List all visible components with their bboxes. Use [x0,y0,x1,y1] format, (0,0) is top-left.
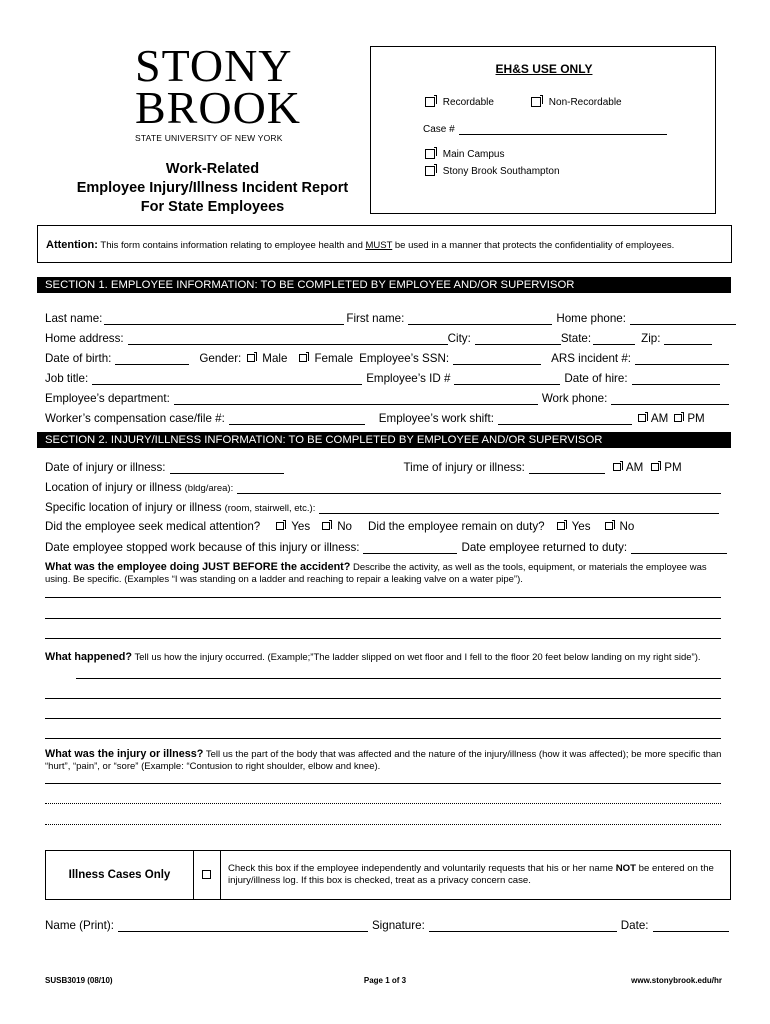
signature-label: Signature: [371,919,425,932]
case-number-row [423,123,667,135]
female-label: Female [314,352,354,365]
city-field[interactable] [475,331,561,345]
attention-label: Attention: [46,239,98,251]
report-title-line-3: For State Employees [140,199,285,215]
answer-line[interactable] [45,698,721,699]
time-injury-label: Time of injury or illness: [403,461,525,474]
question-before-accident-title: What was the employee doing JUST BEFORE the accident? [45,561,351,573]
comp-case-field[interactable] [229,411,365,425]
last-name-label: Last name: [45,312,103,325]
employee-id-field[interactable] [454,371,560,385]
medical-yes-checkbox[interactable] [276,522,284,530]
remain-duty-label: Did the employee remain on duty? [368,520,545,533]
department-field[interactable] [174,391,538,405]
privacy-checkbox[interactable] [202,870,211,879]
work-phone-label: Work phone: [541,392,608,405]
male-label: Male [262,352,288,365]
question-before-accident-text: Describe the activity, as well as the tools, equipment, or materials the employee was using. Be specific. (Examples “I was standing on a ladder and reaching to repair a leaking valve on a water pipe”). [45,562,707,585]
logo-line-2: BROOK [135,82,302,133]
name-row [45,311,736,325]
recordable-checkbox[interactable] [425,97,435,107]
main-campus-checkbox[interactable] [425,149,435,159]
shift-pm-checkbox[interactable] [674,414,682,422]
report-title-line-2: Employee Injury/Illness Incident Report [76,180,349,196]
shift-am-label: AM [650,412,669,425]
answer-line[interactable] [45,618,721,619]
female-checkbox[interactable] [299,354,307,362]
location-field[interactable] [237,480,721,494]
location-label: Location of injury or illness [45,481,182,494]
male-checkbox[interactable] [247,354,255,362]
ssn-label: Employee’s SSN: [359,352,450,365]
zip-label: Zip: [641,332,661,345]
illness-text-after: be entered on the injury/illness log. If this box is checked, treat as a privacy concern case. [228,863,714,886]
website-url[interactable]: www.stonybrook.edu/hr [631,976,722,985]
date-returned-field[interactable] [631,540,727,554]
state-label: State: [560,332,592,345]
recordable-option[interactable] [425,97,494,108]
home-phone-label: Home phone: [556,312,626,325]
question-what-happened [45,647,727,668]
logo-subtitle: STATE UNIVERSITY OF NEW YORK [135,133,283,143]
injury-am-label: AM [625,461,644,474]
question-injury-illness-title: What was the injury or illness? [45,748,204,760]
injury-pm-checkbox[interactable] [651,463,659,471]
home-address-field[interactable] [128,331,448,345]
work-shift-field[interactable] [498,411,632,425]
city-label: City: [447,332,471,345]
remain-no-checkbox[interactable] [605,522,613,530]
question-injury-illness [45,748,727,773]
specific-location-row [45,500,719,514]
answer-line[interactable] [45,718,721,719]
dob-field[interactable] [115,351,189,365]
question-what-happened-title: What happened? [45,651,132,663]
date-stopped-field[interactable] [363,540,457,554]
illness-cases-label: Illness Cases Only [46,851,194,899]
dob-label: Date of birth: [45,352,112,365]
question-what-happened-text: Tell us how the injury occurred. (Example;”The ladder slipped on wet floor and I fell to the floor 20 feet below landing on my right side”). [134,652,701,663]
job-row [45,371,720,385]
illness-cases-box [45,850,731,900]
name-print-field[interactable] [118,918,368,932]
date-label: Date: [620,919,649,932]
specific-location-field[interactable] [319,500,719,514]
last-name-field[interactable] [104,311,344,325]
name-print-label: Name (Print): [45,919,114,932]
location-row [45,480,721,494]
case-number-field[interactable] [459,123,667,135]
department-label: Employee’s department: [45,392,170,405]
work-shift-label: Employee’s work shift: [378,412,494,425]
illness-privacy-text [228,863,726,887]
date-hire-field[interactable] [632,371,720,385]
injury-pm-label: PM [664,461,682,474]
stony-brook-logo [135,40,302,145]
medical-yes-label: Yes [291,520,311,533]
ssn-field[interactable] [453,351,541,365]
gender-label: Gender: [199,352,242,365]
medical-no-checkbox[interactable] [322,522,330,530]
medical-row [45,520,634,533]
dob-row [45,351,729,365]
signature-field[interactable] [429,918,617,932]
employee-id-label: Employee’s ID # [366,372,451,385]
medical-no-label: No [337,520,353,533]
report-title-line-1: Work-Related [165,161,260,177]
case-number-label: Case # [423,124,455,135]
main-campus-option[interactable] [425,149,504,160]
southampton-label: Stony Brook Southampton [442,166,560,177]
answer-line[interactable] [45,597,721,598]
remain-no-label: No [619,520,635,533]
attention-must: MUST [365,240,393,251]
address-row [45,331,712,345]
location-hint: (bldg/area): [184,483,234,494]
recordable-label: Recordable [442,97,494,108]
date-returned-label: Date employee returned to duty: [461,541,628,554]
illness-not: NOT [615,863,636,874]
medical-attention-label: Did the employee seek medical attention? [45,520,261,533]
department-row [45,391,729,405]
date-stopped-label: Date employee stopped work because of this injury or illness: [45,541,360,554]
page-number: Page 1 of 3 [363,976,407,985]
ars-label: ARS incident #: [551,352,632,365]
first-name-field[interactable] [408,311,552,325]
date-injury-label: Date of injury or illness: [45,461,166,474]
attention-text-after: be used in a manner that protects the confidentiality of employees. [394,240,675,251]
question-injury-illness-text: Tell us the part of the body that was affected and the nature of the injury/illness (how it was affected); be more specific than “hurt”, “pain”, or “sore” (Example: “Contusion to right shoulder, elbow and knee). [45,749,722,772]
form-code: SUSB3019 (08/10) [45,976,113,985]
answer-line[interactable] [45,638,721,639]
section-2-header: SECTION 2. INJURY/ILLNESS INFORMATION: TO BE COMPLETED BY EMPLOYEE AND/OR SUPERVISOR [37,432,731,448]
date-field[interactable] [653,918,729,932]
date-injury-field[interactable] [170,460,284,474]
illness-text-before: Check this box if the employee independently and voluntarily requests that his or her name [228,863,614,874]
time-injury-field[interactable] [529,460,605,474]
job-title-label: Job title: [45,372,89,385]
attention-text-before: This form contains information relating to employee health and [100,240,363,251]
answer-line[interactable] [45,824,721,825]
ehs-use-only-box [370,46,716,214]
main-campus-label: Main Campus [442,149,505,160]
answer-line[interactable] [45,803,721,804]
report-title [50,160,375,217]
state-field[interactable] [593,331,635,345]
section-1-header: SECTION 1. EMPLOYEE INFORMATION: TO BE COMPLETED BY EMPLOYEE AND/OR SUPERVISOR [37,277,731,293]
stopped-work-row [45,540,727,554]
signature-row [45,918,729,932]
answer-line[interactable] [45,783,721,784]
remain-yes-label: Yes [571,520,591,533]
logo-line-1: STONY [135,40,293,91]
non-recordable-label: Non-Recordable [548,97,622,108]
home-address-label: Home address: [45,332,124,345]
injury-am-checkbox[interactable] [613,463,621,471]
zip-field[interactable] [664,331,712,345]
specific-location-label: Specific location of injury or illness [45,501,222,514]
first-name-label: First name: [346,312,405,325]
comp-row [45,411,705,425]
non-recordable-checkbox[interactable] [531,97,541,107]
southampton-option[interactable] [425,166,560,177]
answer-line[interactable] [76,678,721,679]
home-phone-field[interactable] [630,311,736,325]
remain-yes-checkbox[interactable] [557,522,565,530]
specific-location-hint: (room, stairwell, etc.): [224,503,316,514]
shift-pm-label: PM [687,412,705,425]
question-before-accident [45,561,727,586]
southampton-checkbox[interactable] [425,166,435,176]
illness-privacy-checkbox-cell [194,851,221,899]
work-phone-field[interactable] [611,391,729,405]
comp-case-label: Worker’s compensation case/file #: [45,412,225,425]
injury-date-row [45,460,682,474]
attention-box [37,225,732,263]
job-title-field[interactable] [92,371,362,385]
date-hire-label: Date of hire: [564,372,628,385]
shift-am-checkbox[interactable] [638,414,646,422]
ars-field[interactable] [635,351,729,365]
non-recordable-option[interactable] [531,97,622,108]
ehs-title: EH&S USE ONLY [495,62,593,76]
answer-line[interactable] [45,738,721,739]
